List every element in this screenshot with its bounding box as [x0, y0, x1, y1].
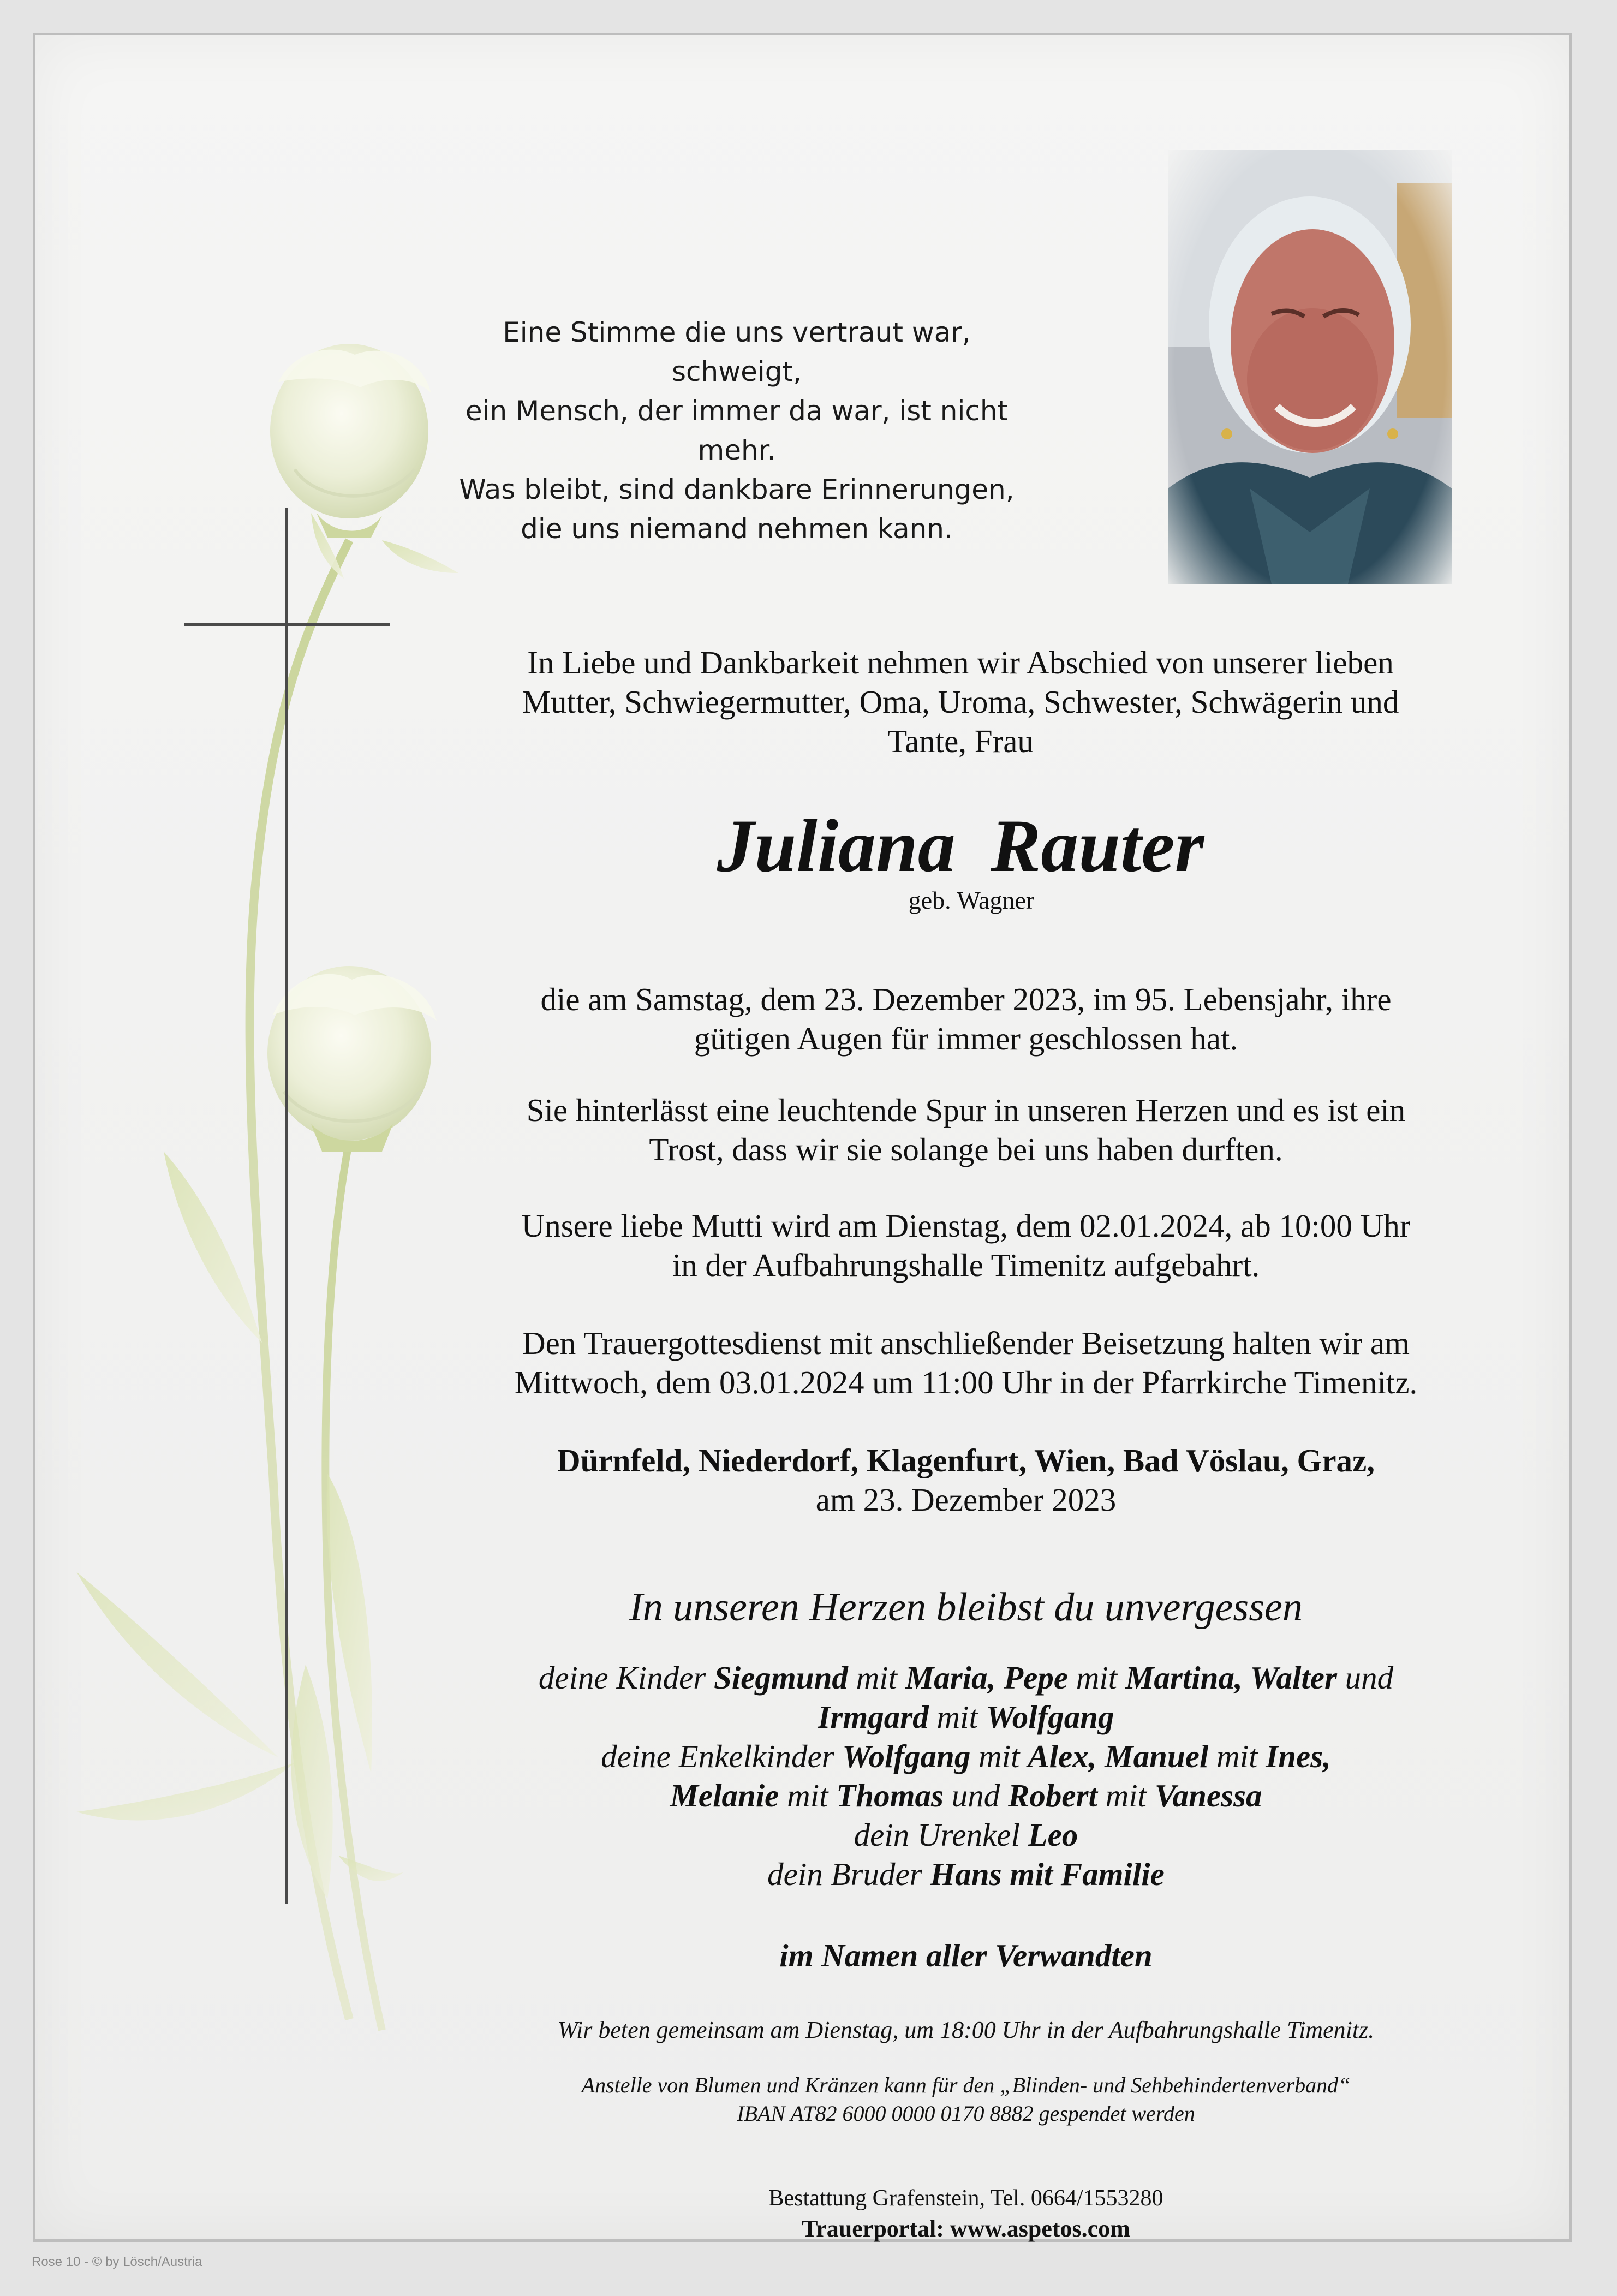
mourner-name: Alex, Manuel: [1028, 1738, 1209, 1774]
mourner-name: Leo: [1028, 1817, 1078, 1853]
donation-line: Anstelle von Blumen und Kränzen kann für den „Blinden- und Sehbehindertenverband“: [581, 2073, 1351, 2097]
undertaker-contact: Bestattung Grafenstein, Tel. 0664/1553280: [768, 2186, 1163, 2211]
paragraph-line: Den Trauergottesdienst mit anschließender Beisetzung halten wir am: [522, 1325, 1410, 1361]
mourners-list: [437, 1658, 1495, 1894]
places-line: Dürnfeld, Niederdorf, Klagenfurt, Wien, Bad Vöslau, Graz,: [557, 1442, 1375, 1478]
death-paragraph: [437, 980, 1495, 1058]
mourner-name: Ines,: [1266, 1738, 1331, 1774]
mourner-text: mit: [928, 1699, 986, 1735]
paragraph-line: Sie hinterlässt eine leuchtende Spur in unseren Herzen und es ist ein: [526, 1092, 1406, 1128]
paragraph-line: in der Aufbahrungshalle Timenitz aufgebahrt.: [672, 1247, 1260, 1283]
memorial-portal-link[interactable]: Trauerportal: www.aspetos.com: [802, 2215, 1130, 2242]
cross-icon: [285, 508, 288, 1904]
motto-verse: [437, 313, 1037, 548]
mourner-text: deine Enkelkinder: [601, 1738, 843, 1774]
mourner-text: mit: [970, 1738, 1028, 1774]
grandchildren-line: [437, 1737, 1495, 1776]
design-credit: Rose 10 - © by Lösch/Austria: [32, 2255, 202, 2269]
mourner-name: Robert: [1008, 1778, 1097, 1814]
mourner-text: mit: [1097, 1778, 1155, 1814]
date-line: am 23. Dezember 2023: [815, 1482, 1117, 1518]
paragraph-line: Trost, dass wir sie solange bei uns haben durften.: [649, 1131, 1283, 1167]
relatives-line: im Namen aller Verwandten: [779, 1937, 1153, 1973]
mourner-name: Thomas: [836, 1778, 944, 1814]
paragraph-line: Mittwoch, dem 03.01.2024 um 11:00 Uhr in der Pfarrkirche Timenitz.: [514, 1364, 1418, 1400]
mourner-name: Martina, Walter: [1125, 1660, 1337, 1696]
children-line-2: [437, 1697, 1495, 1737]
mourner-name: Wolfgang: [986, 1699, 1114, 1735]
mourner-text: und: [944, 1778, 1008, 1814]
mourner-text: mit: [848, 1660, 905, 1696]
mourner-text: mit: [1208, 1738, 1266, 1774]
mourner-text: dein Bruder: [767, 1856, 930, 1892]
mourner-name: Maria, Pepe: [905, 1660, 1069, 1696]
cross-bar: [184, 623, 390, 626]
paragraph-line: die am Samstag, dem 23. Dezember 2023, im 95. Lebensjahr, ihre: [540, 981, 1392, 1017]
mourner-name: Wolfgang: [842, 1738, 971, 1774]
mourner-name: Vanessa: [1154, 1778, 1262, 1814]
mourner-text: dein Urenkel: [854, 1817, 1028, 1853]
intro-line: Tante, Frau: [887, 723, 1034, 759]
mourner-text: deine Kinder: [538, 1660, 714, 1696]
motto-line: Eine Stimme die uns vertraut war, schweigt,: [503, 317, 971, 387]
grandchildren-line-2: [437, 1776, 1495, 1815]
prayer-notice: Wir beten gemeinsam am Dienstag, um 18:00 Uhr in der Aufbahrungshalle Timenitz.: [557, 2017, 1375, 2043]
donation-notice: [437, 2071, 1495, 2128]
motto-line: die uns niemand nehmen kann.: [521, 513, 953, 545]
brother-line: [437, 1854, 1495, 1894]
children-line: [437, 1658, 1495, 1697]
intro-line: In Liebe und Dankbarkeit nehmen wir Abschied von unserer lieben: [527, 645, 1394, 681]
great-grandchild-line: [437, 1815, 1495, 1854]
mourner-text: und: [1336, 1660, 1394, 1696]
paragraph-line: Unsere liebe Mutti wird am Dienstag, dem 02.01.2024, ab 10:00 Uhr: [521, 1208, 1411, 1244]
iban-line: IBAN AT82 6000 0000 0170 8882 gespendet werden: [737, 2101, 1195, 2126]
portrait-photo: [1168, 150, 1452, 584]
intro-text: [447, 643, 1473, 761]
funeral-mass-paragraph: [437, 1323, 1495, 1402]
mourner-text: mit: [1068, 1660, 1125, 1696]
mourner-name: Hans mit Familie: [930, 1856, 1165, 1892]
mourner-name: Melanie: [670, 1778, 779, 1814]
wake-paragraph: [437, 1206, 1495, 1285]
mourner-name: Siegmund: [713, 1660, 848, 1696]
mourner-name: Irmgard: [818, 1699, 929, 1735]
birth-name: geb. Wagner: [908, 886, 1035, 914]
paragraph-line: gütigen Augen für immer geschlossen hat.: [694, 1021, 1238, 1057]
deceased-name: Juliana Rauter: [717, 804, 1204, 887]
places-and-date: [437, 1441, 1495, 1519]
mourner-text: mit: [779, 1778, 837, 1814]
trace-paragraph: [437, 1090, 1495, 1169]
remembrance-line: In unseren Herzen bleibst du unvergessen: [629, 1585, 1303, 1630]
motto-line: ein Mensch, der immer da war, ist nicht mehr.: [465, 395, 1009, 466]
motto-line: Was bleibt, sind dankbare Erinnerungen,: [459, 474, 1015, 505]
intro-line: Mutter, Schwiegermutter, Oma, Uroma, Schwester, Schwägerin und: [522, 684, 1399, 720]
